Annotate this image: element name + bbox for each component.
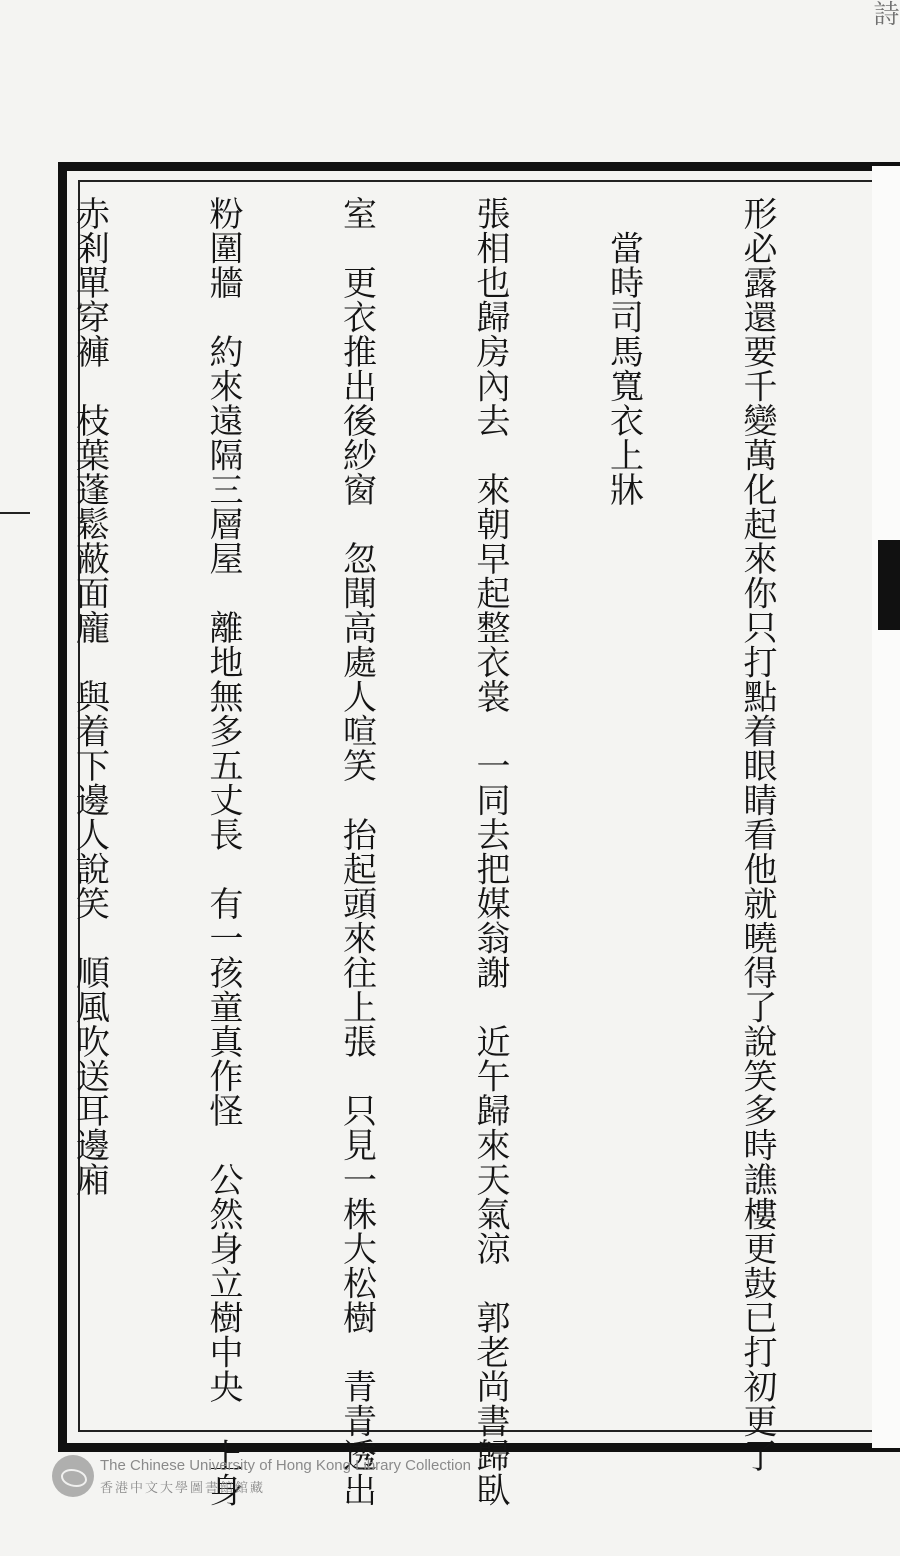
text-column: 張相也歸房內去 來朝早起整衣裳 一同去把媒翁謝 近午歸來天氣涼 郭老尚書歸臥: [470, 196, 510, 1507]
fishtail-mark: [878, 540, 900, 630]
text-column: 當時司馬寬衣上牀: [603, 196, 644, 507]
text-column: 室 更衣推出後紗窗 忽聞高處人喧笑 抬起頭來往上張 只見一株大松樹 青青透出: [336, 196, 377, 1507]
library-logo-icon: [52, 1455, 94, 1497]
watermark-english: The Chinese University of Hong Kong Library Collection: [100, 1457, 472, 1474]
page-edge-fragment: 詩: [869, 0, 899, 26]
library-watermark: [52, 1455, 572, 1505]
text-column: 粉圍牆 約來遠隔三層屋 離地無多五丈長 有一孩童真作怪 公然身立樹中央 上身: [203, 196, 243, 1507]
text-column: 形必露還要千變萬化起來你只打點着眼睛看他就曉得了說笑多時譙樓更鼓已打初更了: [737, 196, 777, 1473]
watermark-chinese: 香港中文大學圖書館館藏: [100, 1481, 266, 1496]
text-column: 赤剎單穿褲 枝葉蓬鬆蔽面龐 與着下邊人說笑 順風吹送耳邊廂: [69, 196, 110, 1197]
book-gutter: [872, 166, 900, 1448]
